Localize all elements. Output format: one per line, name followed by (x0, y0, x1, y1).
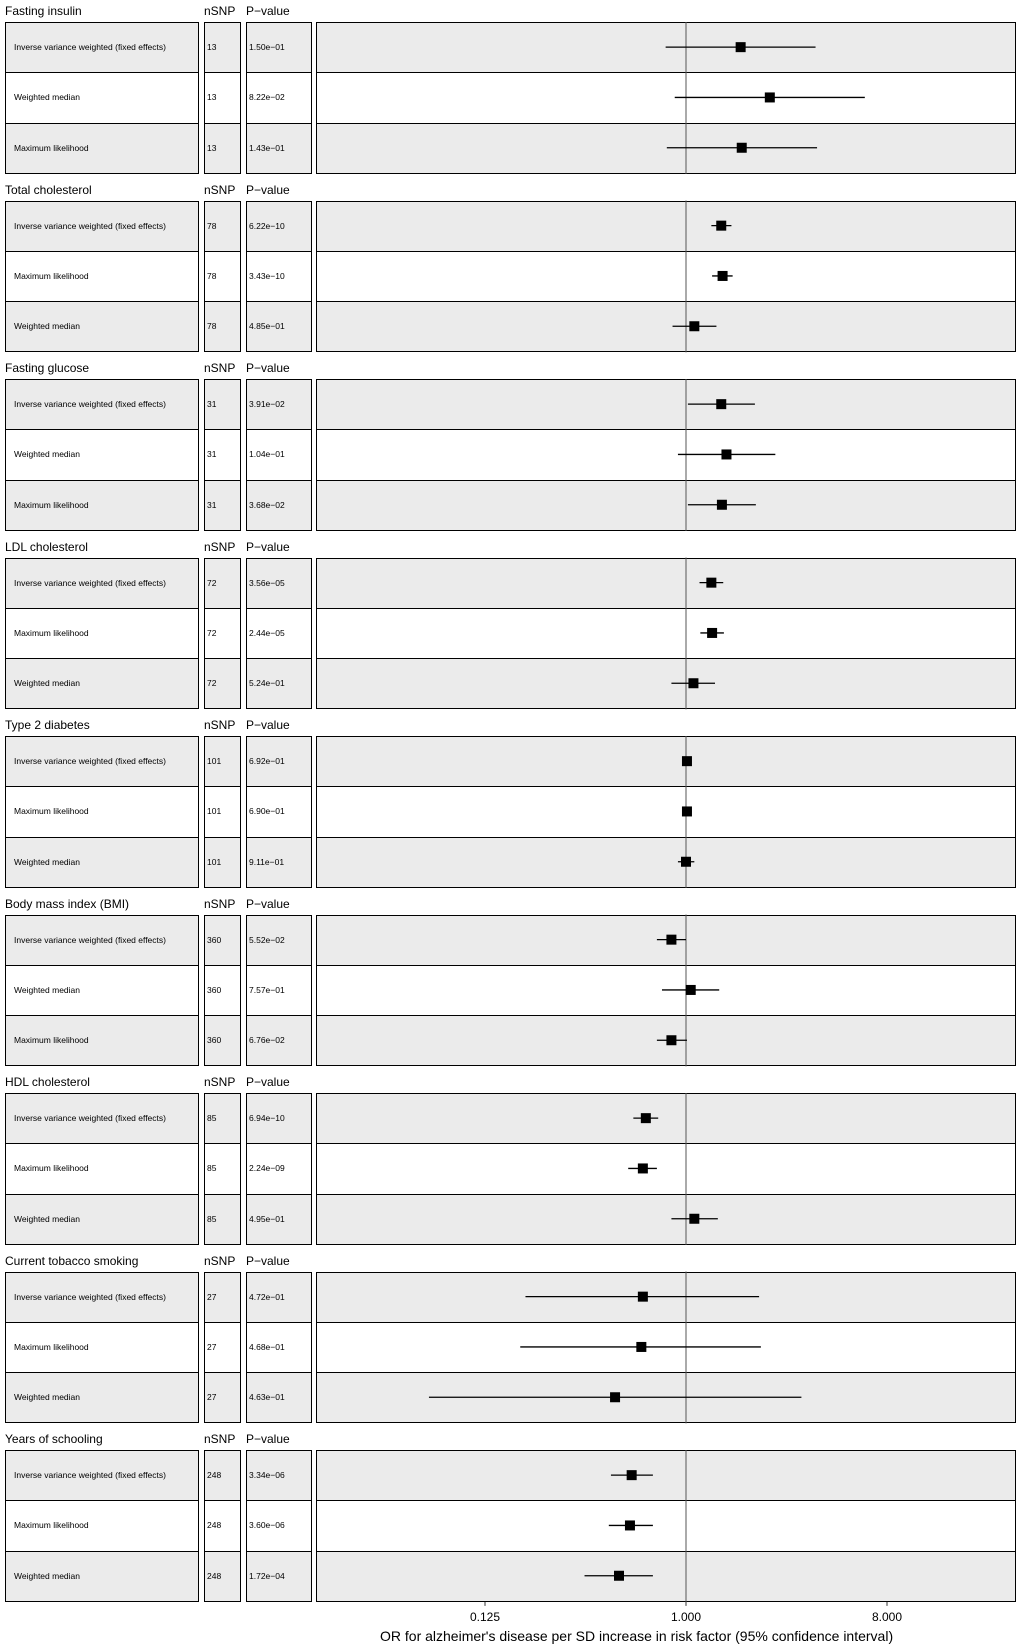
nsnp-value: 72 (207, 627, 217, 638)
pvalue-value: 3.91e−02 (249, 399, 285, 410)
method-label: Maximum likelihood (14, 806, 89, 817)
nsnp-value: 85 (207, 1113, 217, 1124)
pvalue-value: 5.52e−02 (249, 934, 285, 945)
pvalue-value: 3.68e−02 (249, 499, 285, 510)
nsnp-value: 360 (207, 934, 222, 945)
panel-title: Years of schooling (5, 1432, 103, 1446)
point-estimate (614, 1571, 624, 1581)
method-label: Maximum likelihood (14, 270, 89, 281)
point-estimate (716, 399, 726, 409)
point-estimate (717, 500, 727, 510)
point-estimate (681, 857, 691, 867)
nsnp-value: 31 (207, 399, 217, 410)
method-label: Inverse variance weighted (fixed effects) (14, 42, 166, 53)
nsnp-value: 72 (207, 577, 217, 588)
panel-title: LDL cholesterol (5, 539, 88, 554)
pvalue-value: 6.92e−01 (249, 756, 285, 767)
x-tick-label: 0.125 (469, 1609, 501, 1624)
point-estimate (610, 1392, 620, 1402)
point-estimate (636, 1342, 646, 1352)
pvalue-value: 6.22e−10 (249, 220, 285, 231)
point-estimate (688, 678, 698, 688)
pvalue-header: P−value (246, 718, 290, 732)
pvalue-header: P−value (246, 896, 290, 911)
nsnp-value: 31 (207, 449, 217, 460)
panel-title: Total cholesterol (5, 182, 92, 197)
pvalue-value: 8.22e−02 (249, 92, 285, 103)
pvalue-value: 4.85e−01 (249, 321, 285, 332)
nsnp-value: 27 (207, 1341, 217, 1352)
nsnp-value: 13 (207, 92, 217, 103)
method-label: Inverse variance weighted (fixed effects) (14, 577, 166, 588)
nsnp-value: 101 (207, 856, 222, 867)
pvalue-header: P−value (246, 361, 290, 375)
pvalue-value: 3.60e−06 (249, 1520, 285, 1531)
point-estimate (682, 806, 692, 816)
method-label: Weighted median (14, 856, 80, 867)
nsnp-value: 101 (207, 756, 222, 767)
pvalue-value: 6.90e−01 (249, 806, 285, 817)
point-estimate (686, 985, 696, 995)
pvalue-value: 6.76e−02 (249, 1035, 285, 1046)
method-label: Weighted median (14, 92, 80, 103)
pvalue-value: 7.57e−01 (249, 984, 285, 995)
pvalue-value: 6.94e−10 (249, 1113, 285, 1124)
point-estimate (638, 1163, 648, 1173)
point-estimate (666, 1035, 676, 1045)
nsnp-value: 360 (207, 984, 222, 995)
panel-title: Current tobacco smoking (5, 1253, 139, 1268)
method-label: Maximum likelihood (14, 1035, 89, 1046)
pvalue-header: P−value (246, 1075, 290, 1089)
pvalue-value: 2.24e−09 (249, 1163, 285, 1174)
pvalue-value: 5.24e−01 (249, 678, 285, 689)
pvalue-value: 4.63e−01 (249, 1392, 285, 1403)
point-estimate (716, 221, 726, 231)
method-label: Weighted median (14, 678, 80, 689)
x-tick-label: 1.000 (670, 1609, 702, 1624)
pvalue-header: P−value (246, 1432, 290, 1446)
method-label: Maximum likelihood (14, 1520, 89, 1531)
nsnp-header: nSNP (204, 1432, 236, 1446)
method-label: Inverse variance weighted (fixed effects) (14, 220, 166, 231)
pvalue-value: 1.50e−01 (249, 42, 285, 53)
pvalue-value: 9.11e−01 (249, 856, 285, 867)
method-label: Weighted median (14, 984, 80, 995)
nsnp-value: 78 (207, 220, 217, 231)
nsnp-value: 248 (207, 1520, 222, 1531)
nsnp-value: 78 (207, 321, 217, 332)
pvalue-value: 3.43e−10 (249, 270, 285, 281)
panel-title: HDL cholesterol (5, 1075, 90, 1089)
panel-title: Body mass index (BMI) (5, 896, 130, 911)
pvalue-value: 1.72e−04 (249, 1570, 285, 1581)
pvalue-header: P−value (246, 539, 290, 554)
point-estimate (736, 42, 746, 52)
point-estimate (627, 1470, 637, 1480)
nsnp-header: nSNP (204, 1253, 236, 1268)
nsnp-value: 85 (207, 1163, 217, 1174)
nsnp-value: 85 (207, 1213, 217, 1224)
panel-title: Fasting glucose (5, 361, 90, 375)
nsnp-value: 27 (207, 1291, 217, 1302)
point-estimate (737, 143, 747, 153)
pvalue-header: P−value (246, 4, 290, 18)
nsnp-value: 13 (207, 42, 217, 53)
point-estimate (721, 449, 731, 459)
nsnp-value: 27 (207, 1392, 217, 1403)
nsnp-value: 248 (207, 1570, 222, 1581)
method-label: Inverse variance weighted (fixed effects) (14, 934, 166, 945)
pvalue-header: P−value (246, 1253, 290, 1268)
method-label: Weighted median (14, 1570, 80, 1581)
pvalue-value: 2.44e−05 (249, 627, 285, 638)
pvalue-header: P−value (246, 182, 290, 197)
pvalue-value: 3.56e−05 (249, 577, 285, 588)
point-estimate (689, 321, 699, 331)
nsnp-header: nSNP (204, 1075, 236, 1089)
method-label: Inverse variance weighted (fixed effects) (14, 1113, 166, 1124)
nsnp-header: nSNP (204, 896, 236, 911)
pvalue-value: 4.72e−01 (249, 1291, 285, 1302)
method-label: Maximum likelihood (14, 1341, 89, 1352)
nsnp-value: 13 (207, 142, 217, 153)
nsnp-value: 72 (207, 678, 217, 689)
x-tick-label: 8.000 (871, 1609, 903, 1624)
pvalue-value: 3.34e−06 (249, 1470, 285, 1481)
method-label: Maximum likelihood (14, 499, 89, 510)
method-label: Weighted median (14, 1392, 80, 1403)
method-label: Weighted median (14, 321, 80, 332)
method-label: Weighted median (14, 449, 80, 460)
point-estimate (706, 578, 716, 588)
nsnp-header: nSNP (204, 718, 236, 732)
nsnp-header: nSNP (204, 361, 236, 375)
nsnp-value: 31 (207, 499, 217, 510)
x-axis-title: OR for alzheimer's disease per SD increase in risk factor (95% confidence interval) (380, 1627, 894, 1644)
nsnp-value: 101 (207, 806, 222, 817)
point-estimate (765, 92, 775, 102)
panel-title: Type 2 diabetes (5, 718, 90, 732)
point-estimate (641, 1113, 651, 1123)
method-label: Weighted median (14, 1213, 80, 1224)
method-label: Inverse variance weighted (fixed effects) (14, 399, 166, 410)
nsnp-value: 360 (207, 1035, 222, 1046)
point-estimate (625, 1520, 635, 1530)
pvalue-value: 4.95e−01 (249, 1213, 285, 1224)
point-estimate (718, 271, 728, 281)
pvalue-value: 1.43e−01 (249, 142, 285, 153)
nsnp-value: 248 (207, 1470, 222, 1481)
point-estimate (689, 1214, 699, 1224)
method-label: Inverse variance weighted (fixed effects) (14, 1291, 166, 1302)
nsnp-header: nSNP (204, 539, 236, 554)
point-estimate (682, 756, 692, 766)
nsnp-value: 78 (207, 270, 217, 281)
nsnp-header: nSNP (204, 182, 236, 197)
pvalue-value: 4.68e−01 (249, 1341, 285, 1352)
method-label: Maximum likelihood (14, 142, 89, 153)
panel-title: Fasting insulin (5, 4, 82, 18)
nsnp-header: nSNP (204, 4, 236, 18)
method-label: Maximum likelihood (14, 1163, 89, 1174)
method-label: Maximum likelihood (14, 627, 89, 638)
point-estimate (666, 935, 676, 945)
point-estimate (707, 628, 717, 638)
method-label: Inverse variance weighted (fixed effects) (14, 756, 166, 767)
point-estimate (638, 1292, 648, 1302)
pvalue-value: 1.04e−01 (249, 449, 285, 460)
method-label: Inverse variance weighted (fixed effects) (14, 1470, 166, 1481)
